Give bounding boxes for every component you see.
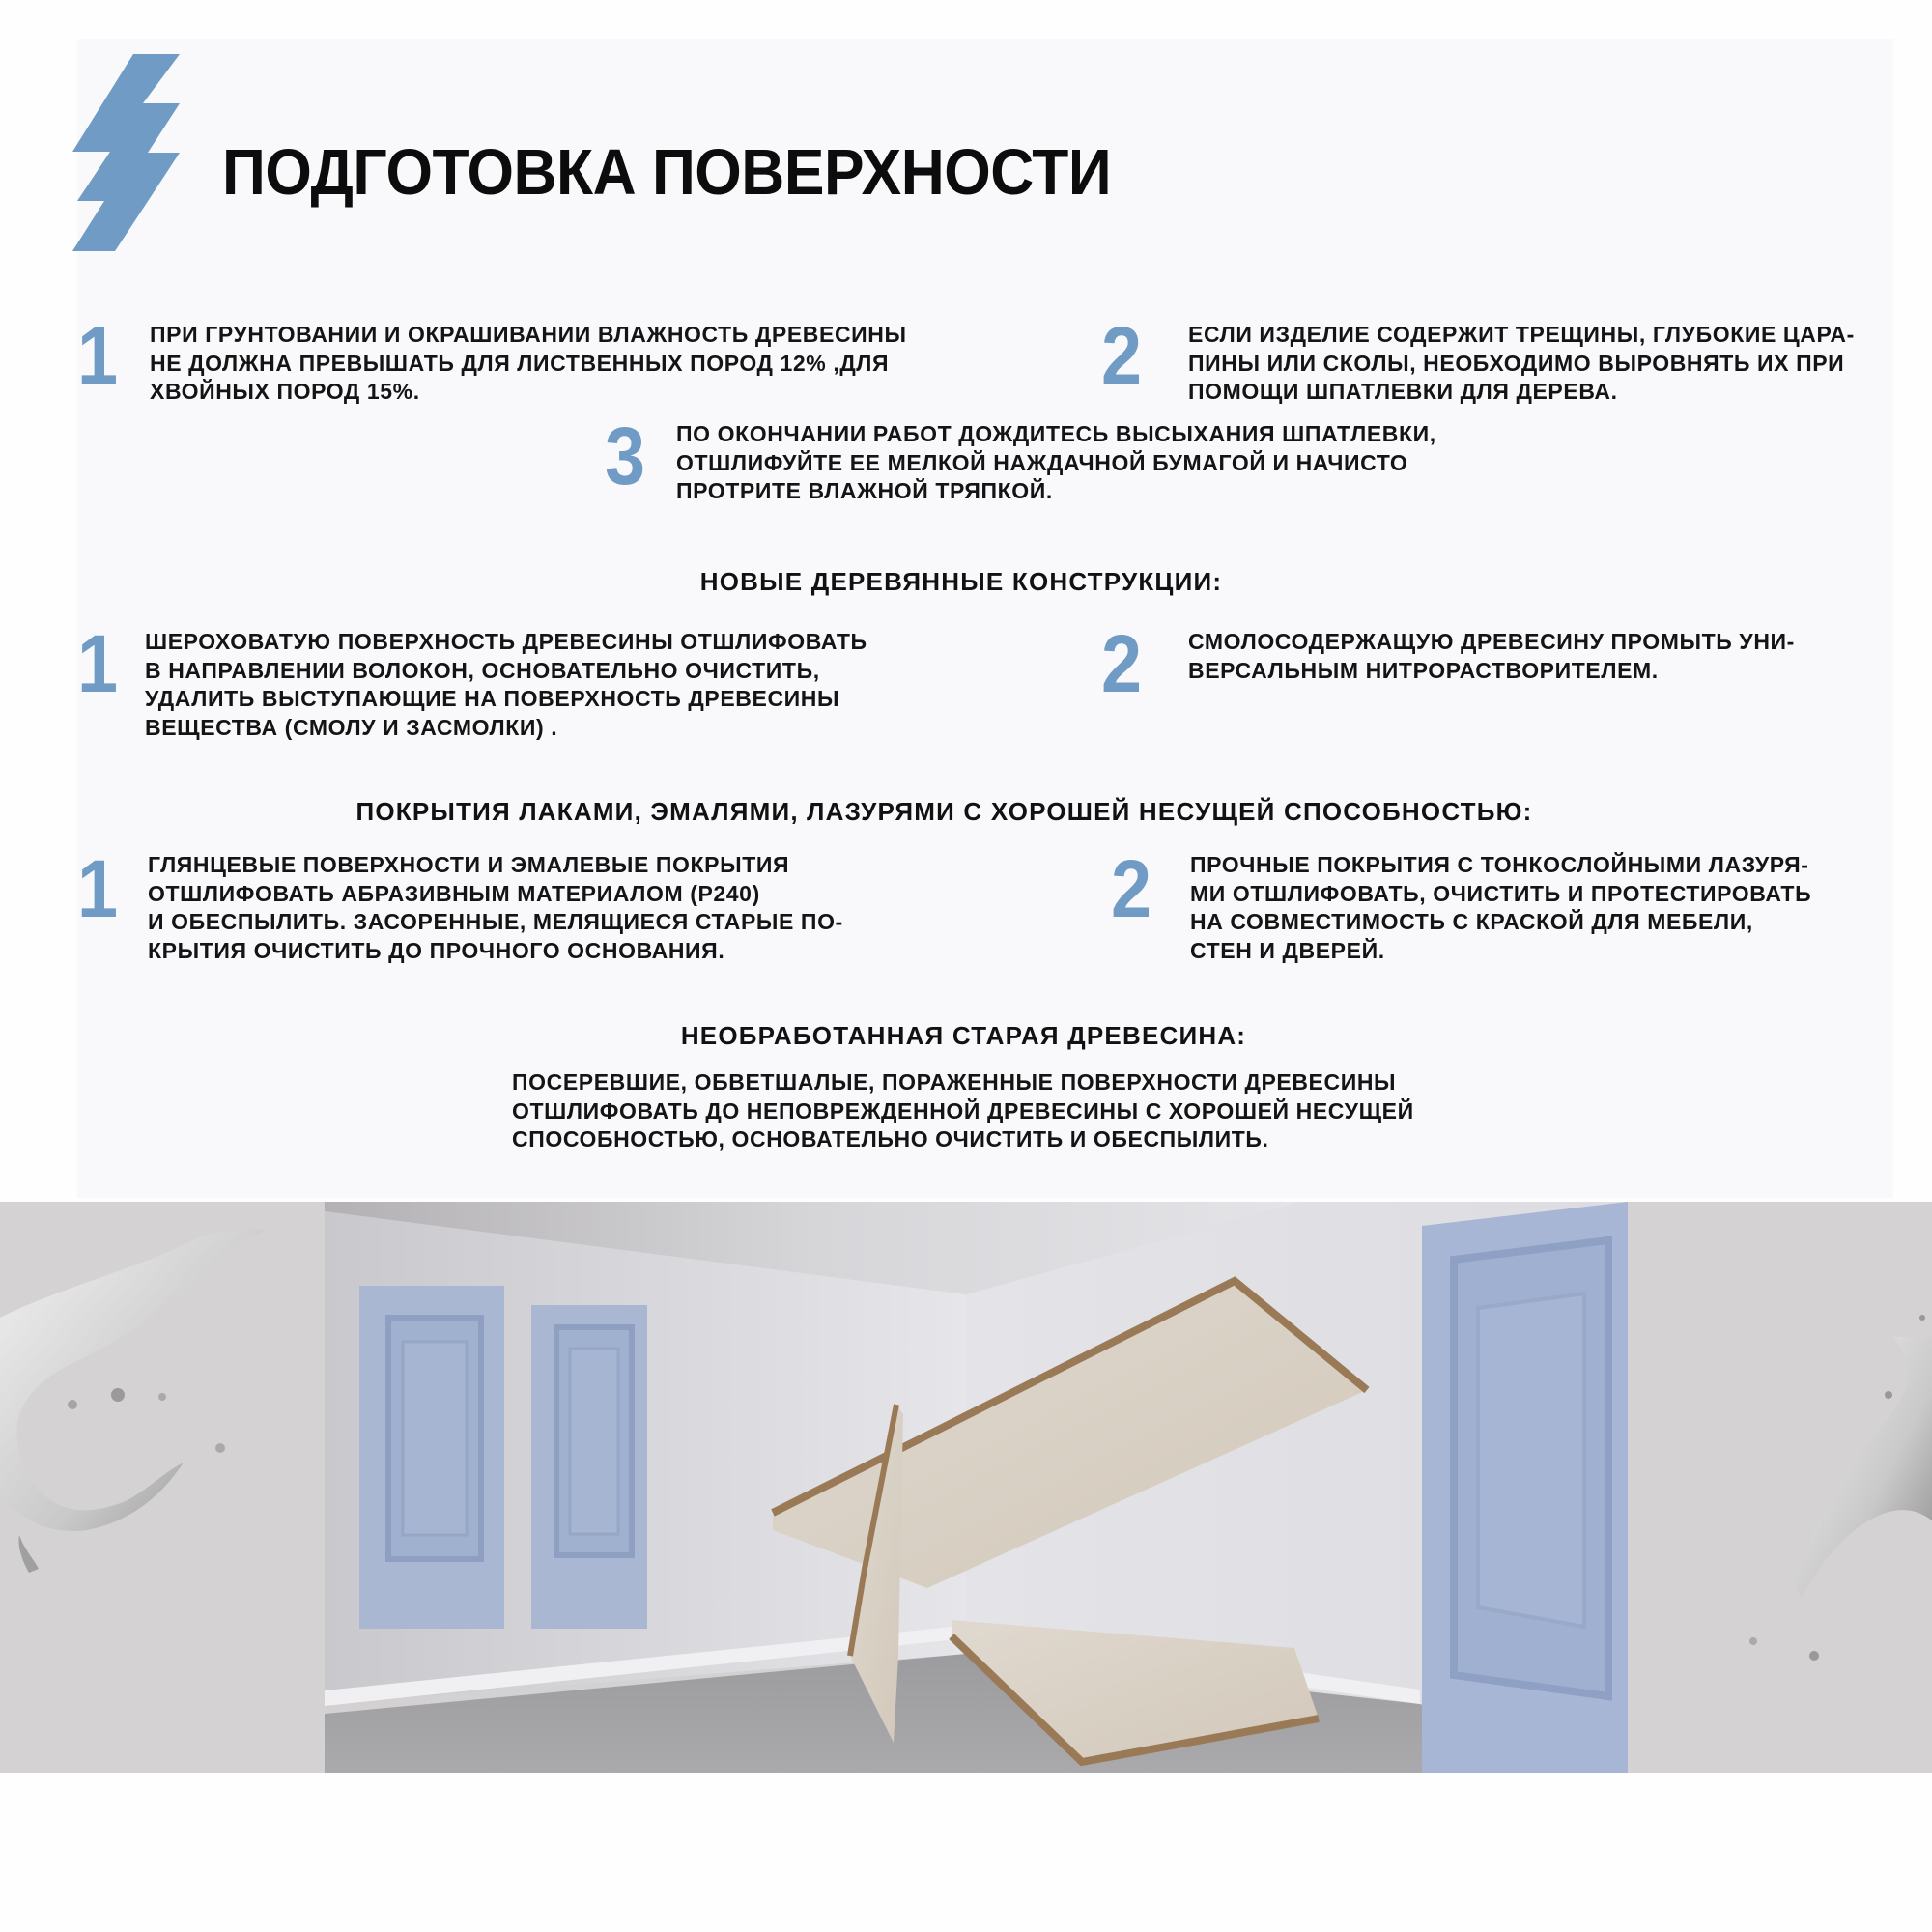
step-number: 3 [605, 411, 646, 501]
section-heading-coated: ПОКРЫТИЯ ЛАКАМИ, ЭМАЛЯМИ, ЛАЗУРЯМИ С ХОРОШЕЙ НЕСУЩЕЙ СПОСОБНОСТЬЮ: [355, 797, 1533, 826]
old-wood-text: ПОСЕРЕВШИЕ, ОБВЕТШАЛЫЕ, ПОРАЖЕННЫЕ ПОВЕРХНОСТИ ДРЕВЕСИНЫ ОТШЛИФОВАТЬ ДО НЕПОВРЕЖДЕННОЙ ДРЕВЕСИНЫ С ХОРОШЕЙ НЕСУЩЕЙ СПОСОБНОСТЬЮ, ОСНОВАТЕЛЬНО ОЧИСТИТЬ И ОБЕСПЫЛИТЬ. [512, 1069, 1414, 1151]
lightning-bolt-icon [0, 0, 213, 270]
page-title: ПОДГОТОВКА ПОВЕРХНОСТИ [222, 136, 1112, 209]
step-number: 1 [77, 310, 119, 401]
room-scene [0, 1202, 1932, 1773]
step-text: ШЕРОХОВАТУЮ ПОВЕРХНОСТЬ ДРЕВЕСИНЫ ОТШЛИФОВАТЬ В НАПРАВЛЕНИИ ВОЛОКОН, ОСНОВАТЕЛЬНО ОЧИСТИТЬ, УДАЛИТЬ ВЫСТУПАЮЩИЕ НА ПОВЕРХНОСТЬ ДРЕВЕСИНЫ ВЕЩЕСТВА (СМОЛУ И ЗАСМОЛКИ) . [145, 629, 867, 740]
step-number: 1 [77, 843, 119, 934]
step-number: 2 [1111, 843, 1152, 934]
step-text: ПРОЧНЫЕ ПОКРЫТИЯ С ТОНКОСЛОЙНЫМИ ЛАЗУРЯ- МИ ОТШЛИФОВАТЬ, ОЧИСТИТЬ И ПРОТЕСТИРОВАТЬ НА СОВМЕСТИМОСТЬ С КРАСКОЙ ДЛЯ МЕБЕЛИ, СТЕН И ДВЕРЕЙ. [1190, 852, 1812, 963]
section-heading-old-wood: НЕОБРАБОТАННАЯ СТАРАЯ ДРЕВЕСИНА: [680, 1021, 1247, 1050]
step-text: ПО ОКОНЧАНИИ РАБОТ ДОЖДИТЕСЬ ВЫСЫХАНИЯ ШПАТЛЕВКИ, ОТШЛИФУЙТЕ ЕЕ МЕЛКОЙ НАЖДАЧНОЙ БУМАГОЙ И НАЧИСТО ПРОТРИТЕ ВЛАЖНОЙ ТРЯПКОЙ. [676, 421, 1436, 503]
step-number: 1 [77, 618, 119, 709]
section-heading-new-wood: НОВЫЕ ДЕРЕВЯННЫЕ КОНСТРУКЦИИ: [699, 567, 1223, 596]
room-illustration [0, 1202, 1932, 1773]
step-number: 2 [1101, 310, 1143, 401]
step-number: 2 [1101, 618, 1143, 709]
step-text: ГЛЯНЦЕВЫЕ ПОВЕРХНОСТИ И ЭМАЛЕВЫЕ ПОКРЫТИЯ ОТШЛИФОВАТЬ АБРАЗИВНЫМ МАТЕРИАЛОМ (Р240) И ОБЕСПЫЛИТЬ. ЗАСОРЕННЫЕ, МЕЛЯЩИЕСЯ СТАРЫЕ ПО- КРЫТИЯ ОЧИСТИТЬ ДО ПРОЧНОГО ОСНОВАНИЯ. [148, 852, 843, 963]
step-text: СМОЛОСОДЕРЖАЩУЮ ДРЕВЕСИНУ ПРОМЫТЬ УНИ- ВЕРСАЛЬНЫМ НИТРОРАСТВОРИТЕЛЕМ. [1188, 629, 1795, 683]
step-text: ЕСЛИ ИЗДЕЛИЕ СОДЕРЖИТ ТРЕЩИНЫ, ГЛУБОКИЕ ЦАРА- ПИНЫ ИЛИ СКОЛЫ, НЕОБХОДИМО ВЫРОВНЯТЬ ИХ ПРИ ПОМОЩИ ШПАТЛЕВКИ ДЛЯ ДЕРЕВА. [1188, 322, 1855, 404]
step-text: ПРИ ГРУНТОВАНИИ И ОКРАШИВАНИИ ВЛАЖНОСТЬ ДРЕВЕСИНЫ НЕ ДОЛЖНА ПРЕВЫШАТЬ ДЛЯ ЛИСТВЕННЫХ ПОРОД 12% ,ДЛЯ ХВОЙНЫХ ПОРОД 15%. [150, 322, 907, 404]
